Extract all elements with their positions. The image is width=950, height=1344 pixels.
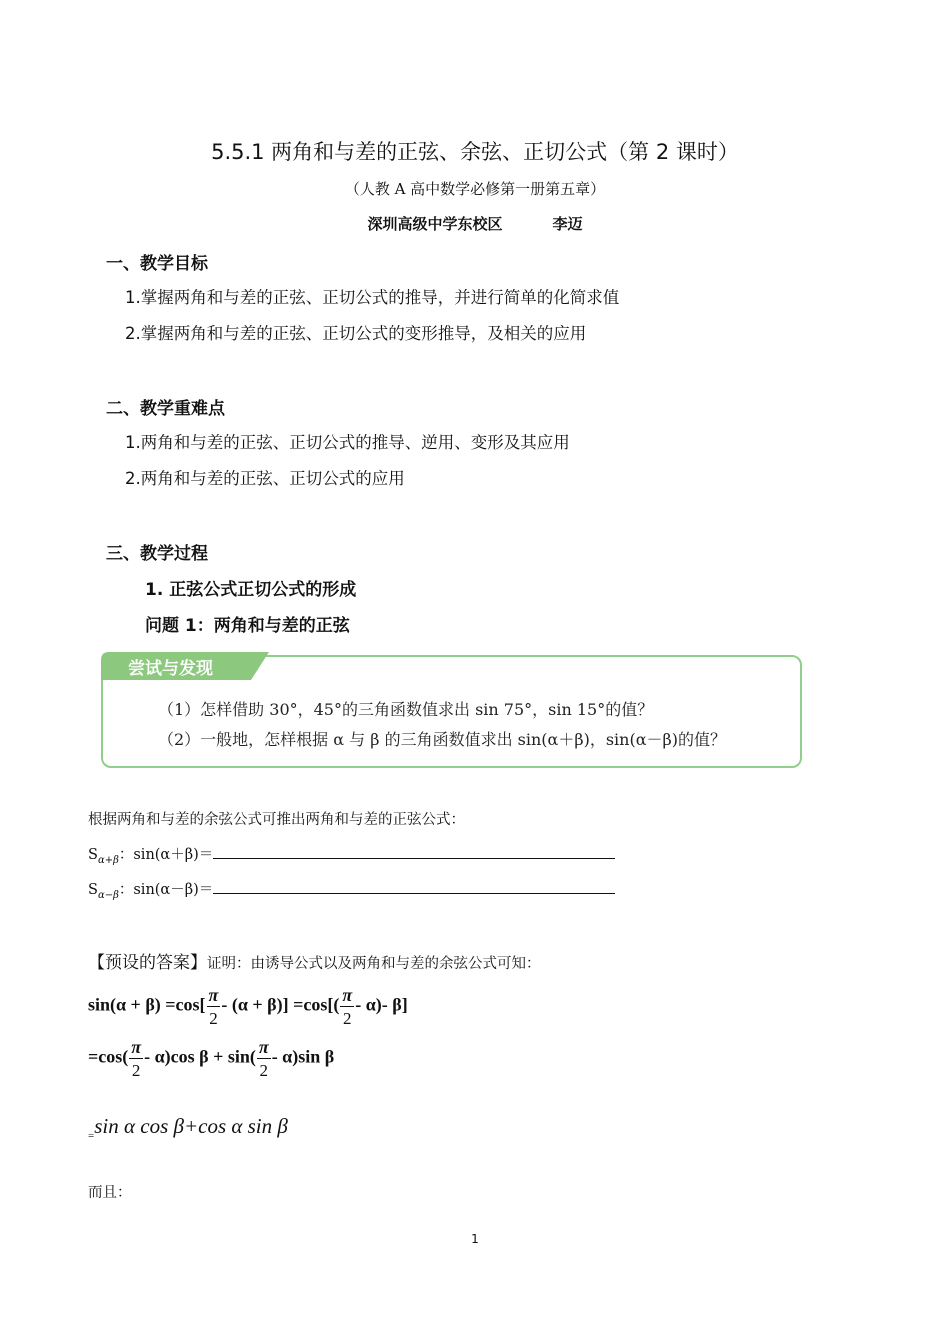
formula-sum-line: [88, 843, 615, 866]
formula-sum-blank[interactable]: [213, 844, 615, 859]
math-line-1: [88, 986, 408, 1027]
section1-item-1: 1.掌握两角和与差的正弦、正切公式的推导，并进行简单的化简求值: [125, 288, 620, 307]
math-line-3: [88, 1114, 288, 1142]
answer-line: [88, 948, 541, 973]
fraction-pi-over-2: [340, 986, 354, 1027]
math-line-2-part-a: =cos(: [88, 1046, 129, 1067]
fraction-pi-over-2: [129, 1038, 143, 1079]
discovery-tab-label: 尝试与发现: [128, 659, 213, 679]
section2-item-1: 1.两角和与差的正弦、正切公式的推导、逆用、变形及其应用: [125, 433, 570, 452]
formula-sum-label: S: [88, 847, 98, 863]
math-line-2: [88, 1038, 334, 1079]
derive-text: 根据两角和与差的余弦公式可推出两角和与差的正弦公式：: [88, 812, 465, 828]
section3-heading: 三、教学过程: [106, 544, 208, 564]
question-1: 问题 1：两角和与差的正弦: [145, 616, 350, 636]
author-school: 深圳高级中学东校区: [367, 215, 503, 233]
formula-diff-line: [88, 878, 615, 901]
section2-heading: 二、教学重难点: [106, 399, 225, 419]
fraction-pi-over-2: [207, 986, 221, 1027]
fraction-numerator: π: [258, 1037, 269, 1057]
formula-sum-subscript: α+β: [97, 854, 119, 866]
fraction-pi-over-2: [257, 1038, 271, 1079]
fraction-denominator: 2: [209, 1009, 218, 1028]
discovery-question-1: （1）怎样借助 30°，45°的三角函数值求出 sin 75°，sin 15°的值？: [158, 700, 654, 719]
math-line-2-part-c: - α)sin β: [271, 1046, 335, 1067]
page-subtitle: （人教 A 高中数学必修第一册第五章）: [344, 180, 606, 198]
discovery-question-2: （2）一般地，怎样根据 α 与 β 的三角函数值求出 sin(α＋β)，sin(α－β)的值？: [158, 730, 727, 749]
answer-text: 证明：由诱导公式以及两角和与差的余弦公式可知：: [207, 956, 541, 972]
author-name: 李迈: [552, 215, 583, 233]
math-line-1-part-c: - α)- β]: [355, 994, 408, 1015]
formula-diff-blank[interactable]: [213, 879, 615, 894]
fraction-numerator: π: [131, 1037, 142, 1057]
page-title: 5.5.1 两角和与差的正弦、余弦、正切公式（第 2 课时）: [211, 140, 739, 164]
answer-bracket: 【预设的答案】: [88, 953, 207, 973]
fraction-numerator: π: [208, 985, 219, 1005]
section1-heading: 一、教学目标: [106, 254, 208, 274]
fraction-numerator: π: [342, 985, 353, 1005]
formula-diff-expr: ：sin(α－β)＝: [118, 882, 214, 898]
page-number: 1: [471, 1232, 479, 1246]
math-line-1-part-b: - (α + β)] =cos[(: [221, 994, 340, 1015]
formula-sum-expr: ：sin(α＋β)＝: [118, 847, 214, 863]
fraction-denominator: 2: [131, 1061, 141, 1080]
section2-item-2: 2.两角和与差的正弦、正切公式的应用: [125, 469, 405, 488]
math-line-3-eq: =: [88, 1130, 95, 1142]
math-line-2-part-b: - α)cos β + sin(: [144, 1046, 256, 1067]
section1-item-2: 2.掌握两角和与差的正弦、正切公式的变形推导，及相关的应用: [125, 324, 587, 343]
and-text: 而且：: [88, 1185, 132, 1201]
fraction-denominator: 2: [259, 1061, 269, 1080]
section3-subheading: 1. 正弦公式正切公式的形成: [145, 580, 357, 600]
fraction-denominator: 2: [343, 1009, 352, 1028]
math-line-1-part-a: sin(α + β) =cos[: [88, 994, 206, 1015]
formula-diff-subscript: α−β: [97, 889, 119, 901]
author-line: [0, 213, 950, 234]
math-line-3-expr: sin α cos β+cos α sin β: [94, 1114, 288, 1138]
formula-diff-label: S: [88, 882, 98, 898]
